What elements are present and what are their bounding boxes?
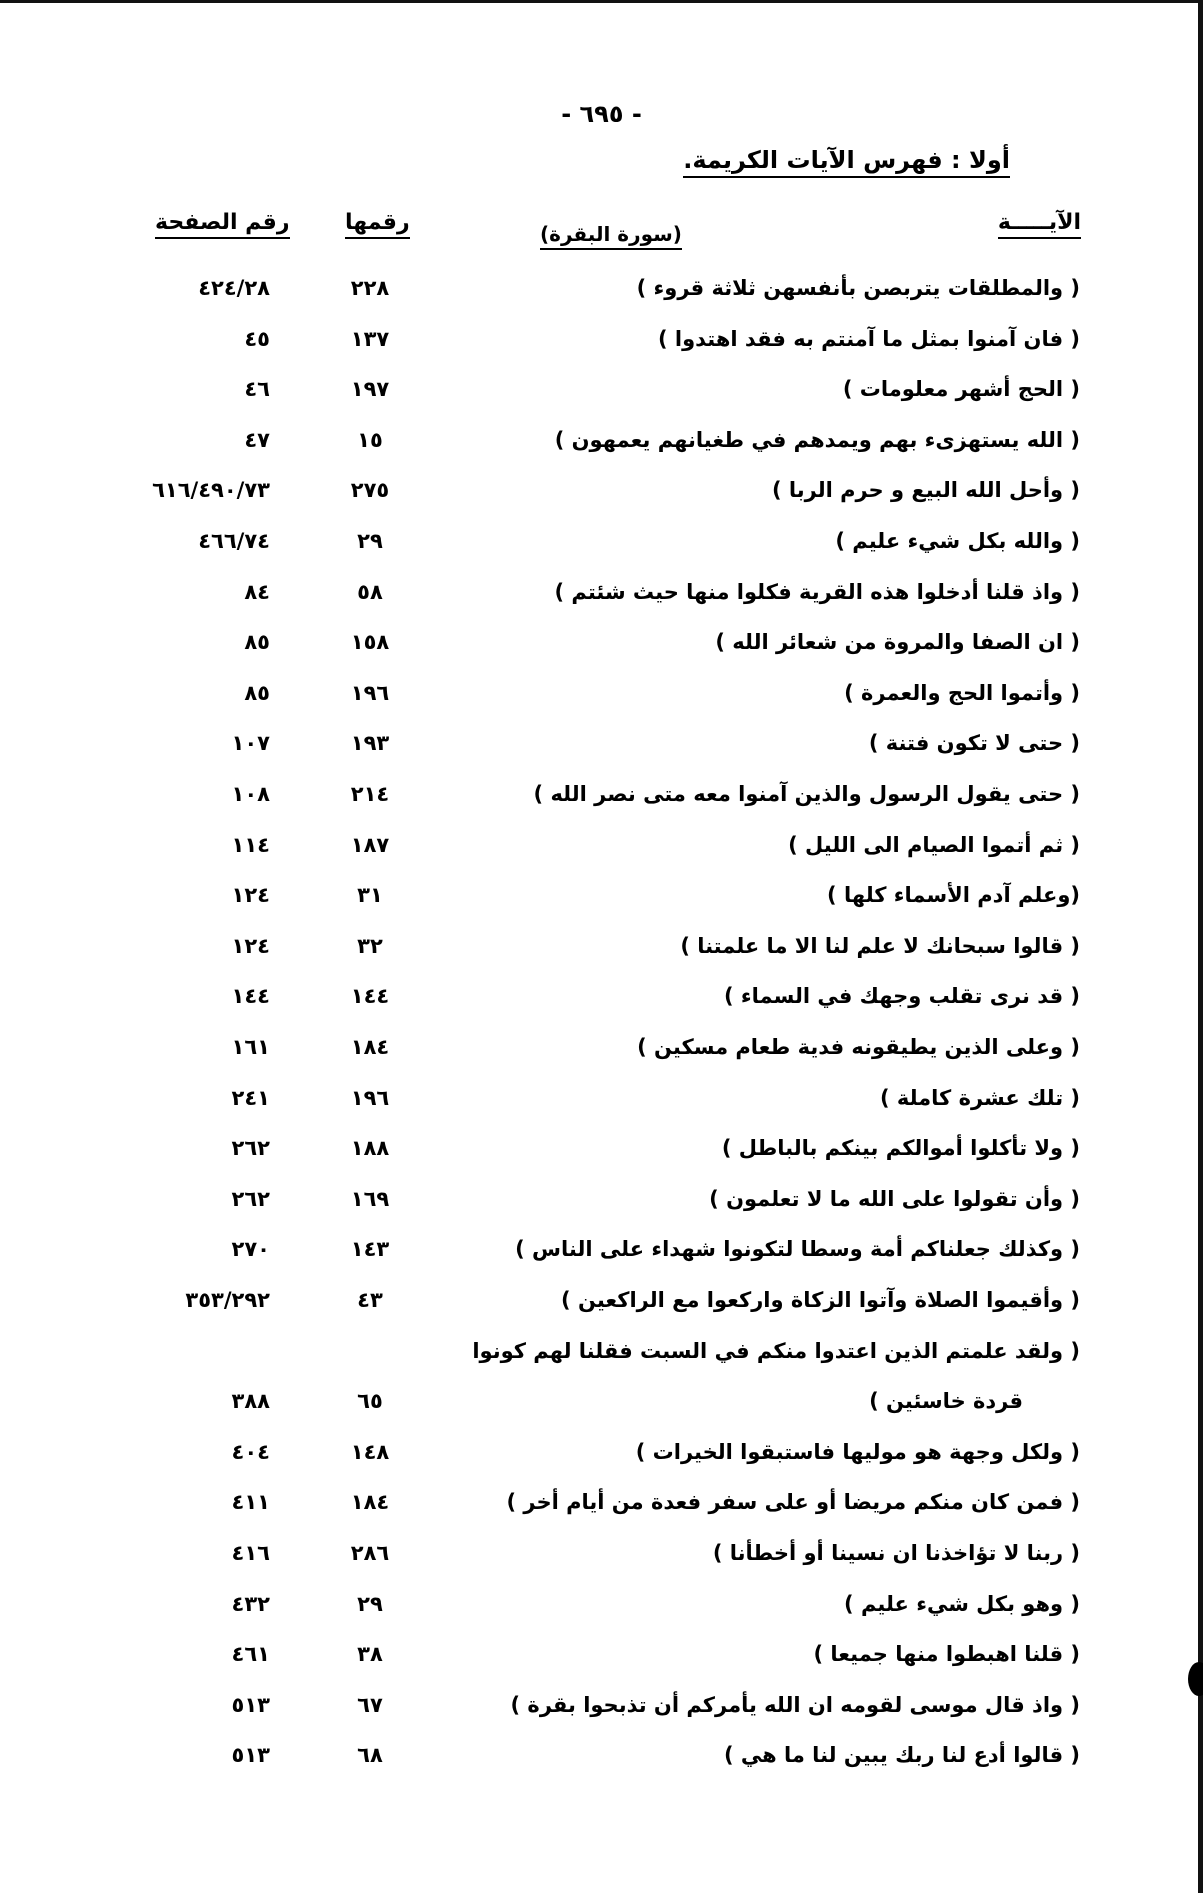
table-row — [0, 1693, 1203, 1733]
verse-number: ٦٧ — [357, 1692, 383, 1717]
verse-text: ( ولقد علمتم الذين اعتدوا منكم في السبت فقلنا لهم كونوا — [472, 1338, 1080, 1363]
verse-text: ( وأقيموا الصلاة وآتوا الزكاة واركعوا مع الراكعين ) — [561, 1288, 1080, 1312]
verse-text: ( حتى يقول الرسول والذين آمنوا معه متى نصر الله ) — [533, 782, 1080, 806]
verse-text: ( فمن كان منكم مريضا أو على سفر فعدة من أيام أخر ) — [506, 1490, 1080, 1515]
verse-text: ( ولكل وجهة هو موليها فاستبقوا الخيرات ) — [635, 1439, 1080, 1464]
verse-text: ( وكذلك جعلناكم أمة وسطا لتكونوا شهداء على الناس ) — [515, 1237, 1080, 1262]
surah-name-text: (سورة البقرة) — [540, 222, 682, 250]
page-reference: ٤٦٦/٧٤ — [198, 529, 270, 553]
verse-text: ( فان آمنوا بمثل ما آمنتم به فقد اهتدوا ) — [658, 326, 1080, 351]
table-row — [0, 1187, 1203, 1227]
verse-text: ( حتى لا تكون فتنة ) — [868, 731, 1080, 756]
table-row — [0, 1541, 1203, 1581]
page-reference: ٤١١ — [231, 1490, 270, 1515]
page-reference: ١٤٤ — [231, 984, 270, 1009]
page-reference: ٦١٦/٤٩٠/٧٣ — [152, 478, 270, 503]
column-header-verse — [998, 210, 1081, 235]
section-title — [680, 146, 1010, 174]
verse-text: ( وأن تقولوا على الله ما لا تعلمون ) — [709, 1186, 1080, 1211]
verse-number: ٦٥ — [357, 1389, 383, 1414]
table-row — [0, 1086, 1203, 1126]
verse-number: ١٨٤ — [350, 1490, 390, 1515]
verse-text: ( الحج أشهر معلومات ) — [842, 377, 1080, 402]
table-row — [0, 276, 1203, 316]
page-reference: ٣٥٣/٢٩٢ — [185, 1288, 270, 1312]
verse-number: ١٥٨ — [350, 630, 390, 655]
column-header-page — [155, 210, 290, 235]
verse-number: ١٥ — [357, 427, 383, 452]
verse-number: ٢٩ — [357, 1591, 383, 1616]
page-reference: ٤٣٢ — [231, 1591, 270, 1616]
table-row — [0, 630, 1203, 670]
verse-number: ٤٣ — [357, 1288, 383, 1312]
page-reference: ٨٤ — [244, 579, 270, 604]
page-reference: ٤٦ — [244, 377, 270, 402]
verse-number: ١٤٨ — [350, 1439, 390, 1464]
verse-number: ١٤٤ — [350, 984, 390, 1009]
verse-text: ( وعلى الذين يطيقونه فدية طعام مسكين ) — [637, 1035, 1080, 1059]
table-row — [0, 731, 1203, 771]
verse-number: ٥٨ — [357, 579, 383, 604]
verse-number: ٣٢ — [357, 933, 383, 958]
page-reference: ٨٥ — [244, 680, 270, 705]
verse-number: ٣١ — [357, 883, 383, 908]
column-header-verse-text: الآيـــــة — [998, 210, 1081, 239]
table-row — [0, 1743, 1203, 1783]
verse-text: ( قالوا أدع لنا ربك يبين لنا ما هي ) — [723, 1743, 1080, 1768]
verse-text: ( وأحل الله البيع و حرم الربا ) — [771, 478, 1080, 503]
table-row — [0, 580, 1203, 620]
page-reference: ٤٠٤ — [231, 1439, 270, 1464]
page-reference: ٢٦٢ — [231, 1136, 270, 1161]
page-reference: ٣٨٨ — [231, 1389, 270, 1414]
table-row — [0, 1136, 1203, 1176]
table-row — [0, 327, 1203, 367]
verse-number: ١٨٨ — [350, 1136, 390, 1161]
table-row — [0, 833, 1203, 873]
verse-number: ١٩٧ — [350, 377, 390, 402]
page-reference: ٢٧٠ — [231, 1237, 270, 1262]
page-reference: ١٠٧ — [231, 731, 270, 756]
verse-number: ١٩٣ — [350, 731, 390, 756]
page-reference: ٢٦٢ — [231, 1186, 270, 1211]
verse-number: ١٣٧ — [350, 326, 390, 351]
column-header-number-text: رقمها — [345, 210, 410, 239]
section-title-text: أولا : فهرس الآيات الكريمة. — [683, 146, 1010, 178]
verse-number: ١٩٦ — [350, 680, 390, 705]
verse-number: ٢١٤ — [350, 782, 390, 806]
verse-number: ٢٧٥ — [350, 478, 390, 503]
page-reference: ١٦١ — [231, 1035, 270, 1059]
verse-text: ( ان الصفا والمروة من شعائر الله ) — [715, 630, 1080, 655]
page-reference: ٤٧ — [244, 427, 270, 452]
table-row — [0, 984, 1203, 1024]
page-reference: ٨٥ — [244, 630, 270, 655]
verse-number: ١٨٤ — [350, 1035, 390, 1059]
verse-text: ( قد نرى تقلب وجهك في السماء ) — [723, 984, 1080, 1009]
table-row — [0, 934, 1203, 974]
table-row — [0, 782, 1203, 822]
page-reference: ٥١٣ — [231, 1692, 270, 1717]
table-row — [0, 428, 1203, 468]
table-row — [0, 883, 1203, 923]
table-row — [0, 1440, 1203, 1480]
verse-text: ( ثم أتموا الصيام الى الليل ) — [788, 832, 1080, 857]
table-row — [0, 1339, 1203, 1379]
page-reference: ٢٤١ — [231, 1085, 270, 1110]
table-row — [0, 478, 1203, 518]
verse-number: ١٨٧ — [350, 832, 390, 857]
verse-number: ١٤٣ — [350, 1237, 390, 1262]
table-row — [0, 1035, 1203, 1075]
verse-text: ( والمطلقات يتربصن بأنفسهن ثلاثة قروء ) — [636, 276, 1080, 300]
verse-text: ( واذ قال موسى لقومه ان الله يأمركم أن تذبحوا بقرة ) — [510, 1692, 1080, 1717]
table-row — [0, 1237, 1203, 1277]
verse-text: ( ولا تأكلوا أموالكم بينكم بالباطل ) — [721, 1136, 1080, 1161]
table-row — [0, 529, 1203, 569]
page-reference: ٤١٦ — [231, 1541, 270, 1565]
page-reference: ٤٢٤/٢٨ — [198, 276, 270, 300]
scan-top-edge — [0, 0, 1203, 3]
verse-text: ( قلنا اهبطوا منها جميعا ) — [813, 1642, 1080, 1667]
table-row — [0, 1592, 1203, 1632]
verse-text: ( والله بكل شيء عليم ) — [835, 529, 1080, 553]
page-reference: ١٢٤ — [231, 933, 270, 958]
page-reference: ٤٦١ — [231, 1642, 270, 1667]
table-row — [0, 377, 1203, 417]
table-row — [0, 681, 1203, 721]
verse-text: (وعلم آدم الأسماء كلها ) — [827, 883, 1080, 908]
verse-number: ٢٨٦ — [350, 1541, 390, 1565]
page-reference: ١٢٤ — [231, 883, 270, 908]
column-header-number — [345, 210, 410, 235]
verse-number: ٣٨ — [357, 1642, 383, 1667]
verse-text: ( وأتموا الحج والعمرة ) — [844, 680, 1080, 705]
page-reference: ١٠٨ — [231, 782, 270, 806]
page-reference: ٥١٣ — [231, 1743, 270, 1768]
page-reference: ٤٥ — [244, 326, 270, 351]
verse-number: ١٩٦ — [350, 1085, 390, 1110]
verse-text: ( وهو بكل شيء عليم ) — [844, 1591, 1080, 1616]
verse-text: ( الله يستهزىء بهم ويمدهم في طغيانهم يعمهون ) — [554, 427, 1080, 452]
page-reference: ١١٤ — [231, 832, 270, 857]
surah-name — [540, 222, 682, 246]
verse-text: ( قالوا سبحانك لا علم لنا الا ما علمتنا ) — [680, 933, 1080, 958]
page-number: - ٦٩٥ - — [561, 100, 642, 128]
verse-number: ١٦٩ — [350, 1186, 390, 1211]
table-row — [0, 1288, 1203, 1328]
verse-continuation-text: قردة خاسئين ) — [869, 1389, 1023, 1414]
verse-number: ٢٩ — [357, 529, 383, 553]
verse-number: ٢٢٨ — [350, 276, 390, 300]
verse-text: ( ربنا لا تؤاخذنا ان نسينا أو أخطأنا ) — [712, 1541, 1080, 1565]
table-row-continuation — [0, 1389, 1203, 1429]
verse-text: ( واذ قلنا أدخلوا هذه القرية فكلوا منها حيث شئتم ) — [554, 579, 1080, 604]
verse-text: ( تلك عشرة كاملة ) — [879, 1085, 1080, 1110]
table-row — [0, 1490, 1203, 1530]
verse-number: ٦٨ — [357, 1743, 383, 1768]
column-header-page-text: رقم الصفحة — [155, 210, 290, 239]
table-row — [0, 1642, 1203, 1682]
